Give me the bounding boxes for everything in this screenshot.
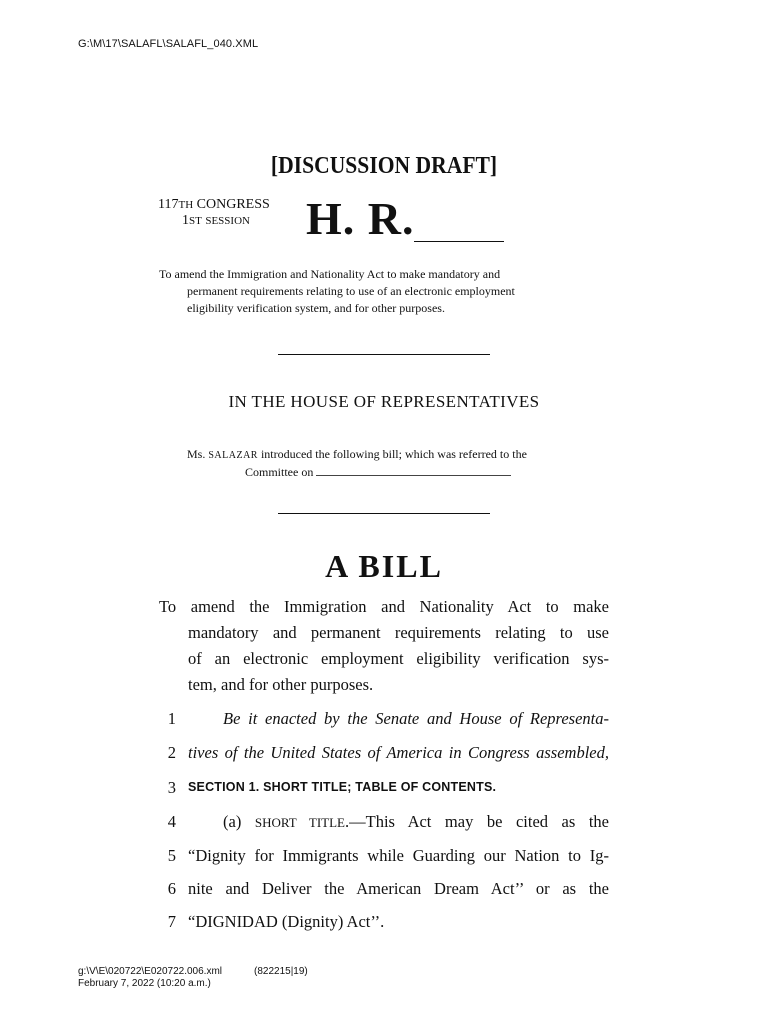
bill-text: nite and Deliver the American Dream Act’’ or as the [188,879,609,898]
bill-line [0,743,768,773]
long-purpose-line: tem, and for other purposes. [188,675,374,694]
bill-designation: H. R. [306,193,415,244]
chamber-heading: IN THE HOUSE OF REPRESENTATIVES [228,392,540,411]
committee-label: Committee on [245,465,314,479]
line-number: 2 [167,743,176,762]
short-purpose-line: permanent requirements relating to use of an electronic employment [187,284,515,298]
long-purpose-line: of an electronic employment eligibility verification sys- [188,649,609,668]
bill-text: “Dignity for Immigrants while Guarding our Nation to Ig- [188,846,609,865]
bill-text: “DIGNIDAD (Dignity) Act’’. [188,912,385,931]
bill-heading: A BILL [325,548,443,584]
sponsor-name: SALAZAR [208,450,258,461]
footer [78,966,308,990]
bill-line [0,709,768,739]
congress-word: CONGRESS [196,197,270,212]
file-path-header: G:\M\17\SALAFL\SALAFL_040.XML [78,38,259,50]
introduction-statement [187,446,587,481]
bill-line [0,846,768,876]
introduction-text: introduced the following bill; which was referred to the [260,447,527,461]
congress-label [158,196,270,214]
section-heading: SECTION 1. SHORT TITLE; TABLE OF CONTENTS. [188,780,497,794]
subsection-label: (a) [223,812,242,831]
short-title-subsection [188,812,609,832]
discussion-draft-label: [DISCUSSION DRAFT] [270,153,498,179]
line-number: 7 [167,912,176,931]
subsection-text: .—This Act may be cited as the [344,812,609,831]
committee-line [187,464,587,481]
long-purpose-line: mandatory and permanent requirements relating to use [188,623,609,642]
line-number: 6 [167,879,176,898]
footer-file-line [78,966,308,978]
bill-number-blank [414,241,504,242]
session-number-suffix: ST [189,215,202,227]
committee-blank [316,466,511,476]
footer-code: (822215|19) [254,966,308,977]
long-purpose-line: To amend the Immigration and Nationality Act to make [159,597,609,616]
line-number: 4 [167,812,176,831]
line-number: 3 [167,778,176,797]
bill-line [0,778,768,808]
bill-line [0,812,768,842]
footer-date: February 7, 2022 (10:20 a.m.) [78,978,211,989]
footer-file-ref: g:\V\E\020722\E020722.006.xml [78,966,222,977]
divider-rule [278,354,490,355]
subsection-heading: SHORT TITLE [254,815,345,830]
short-purpose [159,266,611,317]
session-number: 1 [182,213,189,228]
introduction-line [187,446,587,464]
short-purpose-line: To amend the Immigration and Nationality Act to make mandatory and [159,267,501,281]
congress-number: 117 [158,197,179,212]
line-number: 5 [167,846,176,865]
sponsor-prefix: Ms. [187,447,206,461]
session-label [182,213,250,229]
bill-line [0,879,768,909]
long-purpose [159,594,609,698]
short-purpose-line: eligibility verification system, and for other purposes. [187,301,445,315]
enacting-clause: tives of the United States of America in Congress assembled, [188,743,609,762]
bill-line [0,912,768,942]
congress-number-suffix: TH [178,199,194,211]
enacting-clause: Be it enacted by the Senate and House of Representa- [223,709,609,728]
session-word: SESSION [205,215,250,227]
divider-rule [278,513,490,514]
line-number: 1 [167,709,176,728]
